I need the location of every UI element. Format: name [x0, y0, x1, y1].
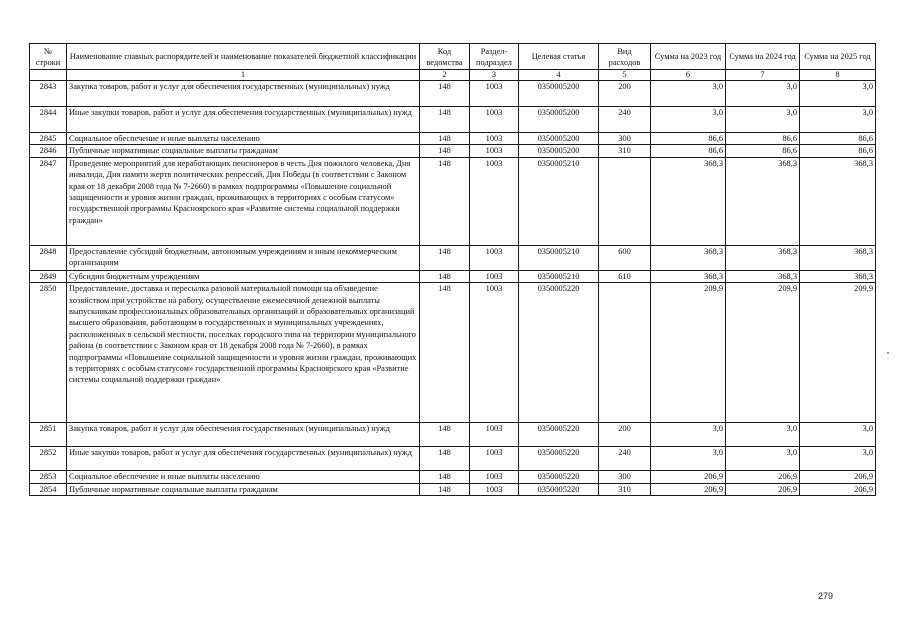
expense-type: 310	[599, 483, 651, 495]
row-name: Субсидии бюджетным учреждениям	[67, 270, 420, 282]
sum-2024: 86,6	[726, 133, 800, 145]
row-name: Публичные нормативные социальные выплаты гражданам	[67, 483, 420, 495]
sum-2023: 3,0	[651, 107, 726, 133]
sum-2024: 206,9	[726, 471, 800, 483]
sum-2025: 206,9	[800, 471, 876, 483]
row-number: 2852	[30, 447, 67, 471]
sum-2025: 209,9	[800, 283, 876, 423]
row-number: 2848	[30, 245, 67, 270]
col-number-6: 6	[651, 70, 726, 81]
col-number-8: 8	[800, 70, 876, 81]
row-name: Закупка товаров, работ и услуг для обеспечения государственных (муниципальных) нужд	[67, 81, 420, 107]
department-code: 148	[420, 447, 470, 471]
target-article: 0350005200	[519, 107, 599, 133]
table-body	[30, 81, 876, 496]
section-code: 1003	[470, 145, 519, 157]
sum-2025: 3,0	[800, 447, 876, 471]
target-article: 0350005220	[519, 471, 599, 483]
department-code: 148	[420, 145, 470, 157]
section-code: 1003	[470, 270, 519, 282]
sum-2024: 3,0	[726, 423, 800, 447]
sum-2023: 368,3	[651, 270, 726, 282]
department-code: 148	[420, 483, 470, 495]
expense-type: 300	[599, 133, 651, 145]
row-name: Предоставление, доставка и пересылка разовой материальной помощи на обзаведение хозяйством при устройстве на работу, осуществление ежемесячной денежной выплаты выпускникам профессиональных образовательных организаций и образовательных организаций высшего образования, работающим в государственных и муниципальных учреждениях, расположенных в сельской местности, поселках городского типа на территории муниципального района (в соответствии с Законом края от 18 декабря 2008 года № 7-2660), в рамках подпрограммы «Повышение социальной защищенности и уровня жизни граждан, проживающих в территориях с особым статусом» государственной программы Красноярского края «Развитие системы социальной поддержки граждан»	[67, 283, 420, 423]
section-code: 1003	[470, 447, 519, 471]
sum-2025: 368,3	[800, 245, 876, 270]
section-code: 1003	[470, 471, 519, 483]
row-number: 2846	[30, 145, 67, 157]
row-number: 2843	[30, 81, 67, 107]
row-name: Публичные нормативные социальные выплаты гражданам	[67, 145, 420, 157]
section-code: 1003	[470, 283, 519, 423]
row-number: 2847	[30, 157, 67, 245]
row-number: 2844	[30, 107, 67, 133]
department-code: 148	[420, 81, 470, 107]
department-code: 148	[420, 133, 470, 145]
sum-2024: 3,0	[726, 81, 800, 107]
target-article: 0350005220	[519, 423, 599, 447]
expense-type: 240	[599, 447, 651, 471]
expense-type: 310	[599, 145, 651, 157]
table-row	[30, 107, 876, 133]
department-code: 148	[420, 157, 470, 245]
sum-2023: 3,0	[651, 447, 726, 471]
col-number-4: 4	[519, 70, 599, 81]
section-code: 1003	[470, 245, 519, 270]
sum-2025: 86,6	[800, 133, 876, 145]
row-number: 2845	[30, 133, 67, 145]
department-code: 148	[420, 283, 470, 423]
header-row-number: № строки	[30, 44, 67, 70]
sum-2025: 3,0	[800, 81, 876, 107]
header-sum-2024: Сумма на 2024 год	[726, 44, 800, 70]
department-code: 148	[420, 471, 470, 483]
target-article: 0350005200	[519, 145, 599, 157]
table-row	[30, 133, 876, 145]
sum-2023: 86,6	[651, 133, 726, 145]
row-name: Закупка товаров, работ и услуг для обеспечения государственных (муниципальных) нужд	[67, 423, 420, 447]
table-row	[30, 270, 876, 282]
table-row	[30, 423, 876, 447]
table-row	[30, 245, 876, 270]
sum-2023: 206,9	[651, 483, 726, 495]
section-code: 1003	[470, 133, 519, 145]
sum-2023: 368,3	[651, 245, 726, 270]
sum-2024: 368,3	[726, 245, 800, 270]
expense-type	[599, 157, 651, 245]
row-name: Иные закупки товаров, работ и услуг для обеспечения государственных (муниципальных) нужд	[67, 447, 420, 471]
col-number-3: 3	[470, 70, 519, 81]
col-number-5: 5	[599, 70, 651, 81]
header-department-code: Код ведомства	[420, 44, 470, 70]
row-name: Иные закупки товаров, работ и услуг для обеспечения государственных (муниципальных) нужд	[67, 107, 420, 133]
col-number-1: 1	[67, 70, 420, 81]
row-number: 2854	[30, 483, 67, 495]
sum-2023: 209,9	[651, 283, 726, 423]
expense-type: 610	[599, 270, 651, 282]
table-row	[30, 447, 876, 471]
sum-2024: 206,9	[726, 483, 800, 495]
target-article: 0350005210	[519, 270, 599, 282]
expense-type: 200	[599, 81, 651, 107]
expense-type: 200	[599, 423, 651, 447]
row-name: Социальное обеспечение и иные выплаты населению	[67, 133, 420, 145]
table-row	[30, 471, 876, 483]
section-code: 1003	[470, 81, 519, 107]
sum-2024: 368,3	[726, 270, 800, 282]
sum-2025: 206,9	[800, 483, 876, 495]
row-number: 2851	[30, 423, 67, 447]
sum-2024: 3,0	[726, 107, 800, 133]
header-expense-type: Вид расходов	[599, 44, 651, 70]
expense-type	[599, 283, 651, 423]
row-number: 2853	[30, 471, 67, 483]
target-article: 0350005220	[519, 447, 599, 471]
header-name: Наименование главных распорядителей и наименование показателей бюджетной классификации	[67, 44, 420, 70]
sum-2025: 3,0	[800, 423, 876, 447]
department-code: 148	[420, 107, 470, 133]
header-section: Раздел-подраздел	[470, 44, 519, 70]
sum-2023: 368,3	[651, 157, 726, 245]
sum-2025: 368,3	[800, 270, 876, 282]
target-article: 0350005210	[519, 157, 599, 245]
department-code: 148	[420, 270, 470, 282]
col-number-7: 7	[726, 70, 800, 81]
sum-2024: 3,0	[726, 447, 800, 471]
row-name: Социальное обеспечение и иные выплаты населению	[67, 471, 420, 483]
col-number-2: 2	[420, 70, 470, 81]
page-number: 279	[818, 591, 834, 601]
target-article: 0350005220	[519, 283, 599, 423]
expense-type: 300	[599, 471, 651, 483]
sum-2025: 86,6	[800, 145, 876, 157]
table-row	[30, 483, 876, 495]
table-row	[30, 283, 876, 423]
sum-2024: 209,9	[726, 283, 800, 423]
table-row	[30, 145, 876, 157]
expense-type: 600	[599, 245, 651, 270]
sum-2023: 3,0	[651, 81, 726, 107]
row-name: Проведение мероприятий для неработающих пенсионеров в честь Дня пожилого человека, Дня инвалида, Дня памяти жертв политических репрессий, Дня Победы (в соответствии с Законом края от 18 декабря 2008 года № 7-2660) в рамках подпрограммы «Повышение социальной защищенности и уровня жизни граждан, проживающих в территориях с особым статусом» государственной программы Красноярского края «Развитие системы социальной поддержки граждан»	[67, 157, 420, 245]
table-row	[30, 81, 876, 107]
header-sum-2023: Сумма на 2023 год	[651, 44, 726, 70]
target-article: 0350005220	[519, 483, 599, 495]
sum-2025: 3,0	[800, 107, 876, 133]
section-code: 1003	[470, 107, 519, 133]
header-target-article: Целевая статья	[519, 44, 599, 70]
sum-2024: 86,6	[726, 145, 800, 157]
section-code: 1003	[470, 157, 519, 245]
sum-2023: 86,6	[651, 145, 726, 157]
row-number: 2849	[30, 270, 67, 282]
sum-2023: 206,9	[651, 471, 726, 483]
header-sum-2025: Сумма на 2025 год	[800, 44, 876, 70]
sum-2024: 368,3	[726, 157, 800, 245]
scan-speck	[887, 352, 889, 354]
department-code: 148	[420, 245, 470, 270]
department-code: 148	[420, 423, 470, 447]
row-name: Предоставление субсидий бюджетным, автономным учреждениям и иным некоммерческим организациям	[67, 245, 420, 270]
expense-type: 240	[599, 107, 651, 133]
target-article: 0350005200	[519, 133, 599, 145]
table-header	[30, 44, 876, 81]
section-code: 1003	[470, 423, 519, 447]
table-row	[30, 157, 876, 245]
target-article: 0350005210	[519, 245, 599, 270]
col-number-0	[30, 70, 67, 81]
sum-2023: 3,0	[651, 423, 726, 447]
section-code: 1003	[470, 483, 519, 495]
row-number: 2850	[30, 283, 67, 423]
sum-2025: 368,3	[800, 157, 876, 245]
target-article: 0350005200	[519, 81, 599, 107]
budget-table	[29, 43, 876, 496]
